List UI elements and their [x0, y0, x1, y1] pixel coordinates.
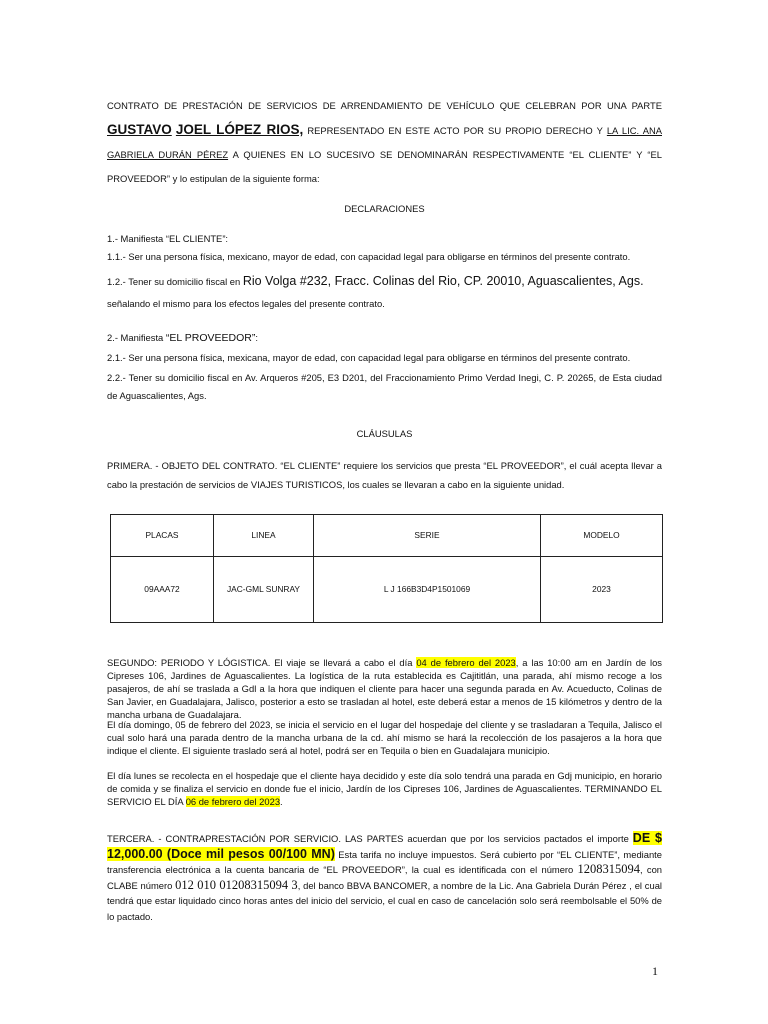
segundo-start-date: 04 de febrero del 2023: [416, 657, 516, 668]
page-number: 1: [652, 964, 658, 978]
decl-2: [107, 329, 662, 348]
provider-name: LA LIC. ANA GABRIELA DURÁN PÉREZ: [107, 125, 662, 160]
account-number: 1208315094: [577, 862, 641, 876]
decl-2-2: 2.2.- Tener su domicilio fiscal en Av. Arqueros #205, E3 D201, del Fraccionamiento Primo Verdad Inegi, C. P. 20265, de Esta ciudad de Aguascalientes, Ags.: [107, 372, 662, 401]
itinerary-monday: [107, 769, 662, 808]
tercera-mid1: Esta tarifa no incluye impuestos. Será cubierto por “EL CLIENTE”, mediante transferencia electrónica a la cuenta bancaria de “EL PROVEEDOR”, la cual es identificada con el número: [107, 848, 662, 875]
table-header-cell: PLACAS: [111, 515, 214, 557]
decl-2-1: 2.1.- Ser una persona física, mexicana, mayor de edad, con capacidad legal para obligarse en términos del presente contrato.: [107, 352, 631, 363]
decl-1-1: 1.1.- Ser una persona física, mexicano, mayor de edad, con capacidad legal para obligarse en términos del presente contrato.: [107, 251, 631, 262]
lunes-post: .: [280, 796, 283, 807]
decl-1-2: [107, 270, 662, 315]
decl-2-pre: 2.- Manifiesta: [107, 332, 166, 343]
service-end-date: 06 de febrero del 2023: [185, 796, 281, 807]
decl-2-provider: “EL PROVEEDOR”: [165, 332, 256, 344]
itinerary-sunday: El día domingo, 05 de febrero del 2023, se inicia el servicio en el lugar del hospedaje del cliente y se trasladaran a Tequila, Jalisco el cual solo hará una parada dentro de la mancha urbana de la cd. ahí mismo se hará la recolección de los pasajeros a la hora que indique el cliente. El siguiente traslado será al hotel, podrá ser en Tequila o bien en Guadalajara municipio.: [107, 719, 662, 756]
decl-1: 1.- Manifiesta “EL CLIENTE”:: [107, 233, 229, 244]
clabe-number: 012 010 01208315094 3: [175, 877, 298, 892]
table-cell: L J 166B3D4P1501069: [314, 557, 541, 623]
table-header-cell: LINEA: [214, 515, 314, 557]
clause-primera: PRIMERA. - OBJETO DEL CONTRATO. “EL CLIENTE” requiere los servicios que presta “EL PROVEEDOR”, el cuál acepta llevar a cabo la prestación de servicios de VIAJES TURISTICOS, los cuales se llevaran a cabo en la siguiente unidad.: [107, 460, 662, 490]
client-name-last: JOEL LÓPEZ RIOS,: [175, 122, 304, 137]
tercera-post: , del banco BBVA BANCOMER, a nombre de la Lic. Ana Gabriela Durán Pérez , el cual tendrá que estar liquidado cinco horas antes del inicio del servicio, el cual en caso de cancelación solo será reembolsable el 50% de lo pactado.: [107, 879, 663, 922]
contract-intro: [107, 94, 662, 191]
clause-tercera: [107, 831, 662, 924]
segundo-pre: SEGUNDO: PERIODO Y LÓGISTICA. El viaje se llevará a cabo el día: [107, 657, 417, 668]
client-name-first: GUSTAVO: [107, 122, 172, 137]
client-address: Rio Volga #232, Fracc. Colinas del Rio, CP. 20010, Aguascalientes, Ags.: [242, 274, 644, 288]
table-header-cell: SERIE: [314, 515, 541, 557]
clause-segundo: [107, 656, 662, 721]
table-cell: 09AAA72: [111, 557, 214, 623]
decl-1-2-pre: 1.2.- Tener su domicilio fiscal en: [107, 276, 243, 287]
table-header-row: [111, 515, 663, 557]
declaraciones-heading: DECLARACIONES: [344, 203, 425, 214]
intro-post-text: A QUIENES EN LO SUCESIVO SE DENOMINARÁN RESPECTIVAMENTE “EL CLIENTE” Y “EL PROVEEDOR” y lo estipulan de la siguiente forma:: [107, 149, 662, 184]
lunes-pre: El día lunes se recolecta en el hospedaje que el cliente haya decidido y este día solo tendrá una parada en Gdj municipio, en horario de comida y se finaliza el servicio en donde fue el inicio, Jardín de los Cipreses 106, Jardines de Aguascalientes. TERMINANDO EL SERVICIO EL DÍA: [107, 770, 662, 807]
table-cell: JAC-GML SUNRAY: [214, 557, 314, 623]
decl-2-post: :: [255, 332, 258, 343]
segundo-post: , a las 10:00 am en Jardín de los Cipreses 106, Jardines de Aguascalientes. La logística de la ruta establecida es Cajititlán, una parada, ahí mismo recoge a los pasajeros, de ahí se traslada a Gdl a la hora que indiquen el cliente para hacer una segunda parada en Av. Acueducto, Colinas de San Javier, en Guadalajara, Jalisco, posterior a esto se trasladan al hotel, este deberá estar a menos de 15 kilómetros y dentro de la mancha urbana de Guadalajara.: [107, 657, 662, 720]
service-amount: DE $ 12,000.00 (Doce mil pesos 00/100 MN): [107, 831, 662, 861]
tercera-pre: TERCERA. - CONTRAPRESTACIÓN POR SERVICIO. LAS PARTES acuerdan que por los servicios pactados el importe: [107, 833, 633, 844]
intro-text: CONTRATO DE PRESTACIÓN DE SERVICIOS DE ARRENDAMIENTO DE VEHÍCULO QUE CELEBRAN POR UNA PARTE: [107, 100, 662, 111]
decl-1-2-post: señalando el mismo para los efectos legales del presente contrato.: [107, 298, 385, 309]
intro-mid-text: REPRESENTADO EN ESTE ACTO POR SU PROPIO DERECHO Y: [303, 125, 607, 136]
tercera-mid2: , con CLABE número: [107, 864, 663, 891]
vehicle-table: [110, 514, 663, 623]
table-row: [111, 557, 663, 623]
clausulas-heading: CLÁUSULAS: [356, 428, 413, 439]
table-header-cell: MODELO: [541, 515, 663, 557]
table-cell: 2023: [541, 557, 663, 623]
